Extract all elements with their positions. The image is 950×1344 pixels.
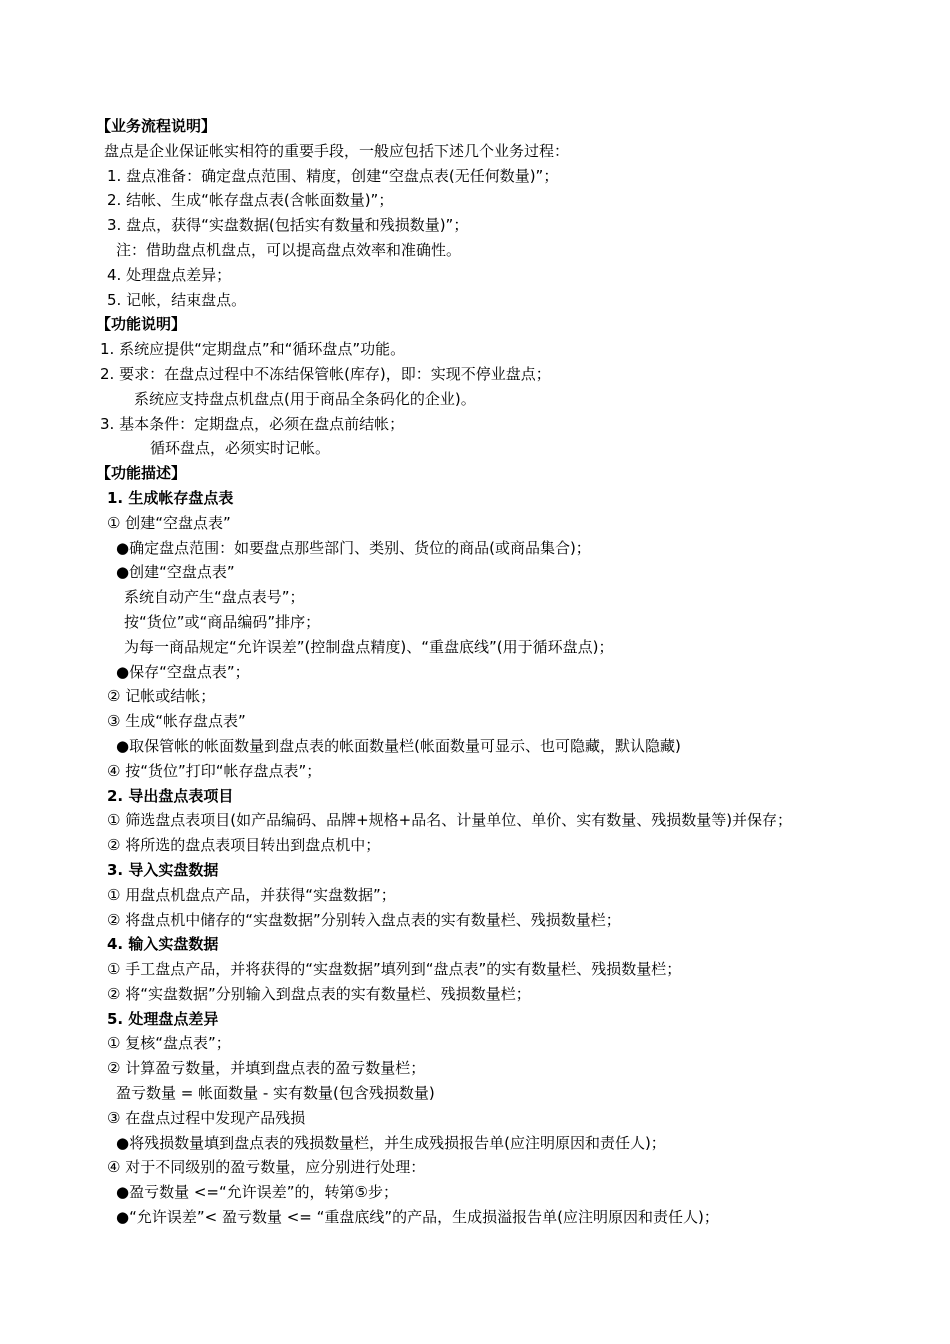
text-line: 2. 要求：在盘点过程中不冻结保管帐(库存)，即：实现不停业盘点； <box>100 364 551 383</box>
document-page <box>0 114 950 1230</box>
text-line: ●保存“空盘点表”； <box>116 662 250 681</box>
text-line: 循环盘点，必须实时记帐。 <box>150 439 331 458</box>
text-line: 为每一商品规定“允许误差”(控制盘点精度)、“重盘底线”(用于循环盘点)； <box>124 637 614 656</box>
section-heading: 5. 处理盘点差异 <box>107 1009 219 1028</box>
text-line: ●创建“空盘点表” <box>116 563 235 582</box>
text-line: ① 筛选盘点表项目(如产品编码、品牌+规格+品名、计量单位、单价、实有数量、残损数量等)并保存； <box>107 811 793 830</box>
section-heading: 3. 导入实盘数据 <box>107 860 219 879</box>
section-heading: 【业务流程说明】 <box>96 117 217 135</box>
text-line: 5. 记帐，结束盘点。 <box>107 290 247 309</box>
text-line: ① 创建“空盘点表” <box>107 513 231 532</box>
text-line: ① 复核“盘点表”； <box>107 1034 231 1053</box>
text-line: ④ 按“货位”打印“帐存盘点表”； <box>107 761 322 780</box>
text-line: ① 用盘点机盘点产品，并获得“实盘数据”； <box>107 885 396 904</box>
text-line: 注：借助盘点机盘点，可以提高盘点效率和准确性。 <box>116 240 462 259</box>
text-line: ④ 对于不同级别的盈亏数量，应分别进行处理： <box>107 1158 426 1177</box>
text-line: ③ 生成“帐存盘点表” <box>107 712 246 731</box>
section-heading: 4. 输入实盘数据 <box>107 935 219 954</box>
section-heading: 1. 生成帐存盘点表 <box>107 488 234 507</box>
text-line: 盈亏数量 = 帐面数量 - 实有数量(包含残损数量) <box>116 1084 435 1103</box>
section-heading: 2. 导出盘点表项目 <box>107 786 234 805</box>
text-line: 系统应支持盘点机盘点(用于商品全条码化的企业)。 <box>134 389 476 408</box>
text-line: 3. 盘点，获得“实盘数据(包括实有数量和残损数量)”； <box>107 216 469 235</box>
text-line: 3. 基本条件：定期盘点，必须在盘点前结帐； <box>100 414 405 433</box>
text-line: 按“货位”或“商品编码”排序； <box>124 612 321 631</box>
text-line: 1. 系统应提供“定期盘点”和“循环盘点”功能。 <box>100 340 406 359</box>
text-line: ① 手工盘点产品，并将获得的“实盘数据”填列到“盘点表”的实有数量栏、残损数量栏； <box>107 960 682 979</box>
text-line: ●确定盘点范围：如要盘点那些部门、类别、货位的商品(或商品集合)； <box>116 538 591 557</box>
text-line: ② 将盘点机中储存的“实盘数据”分别转入盘点表的实有数量栏、残损数量栏； <box>107 910 621 929</box>
text-line: ●取保管帐的帐面数量到盘点表的帐面数量栏(帐面数量可显示、也可隐藏，默认隐藏) <box>116 736 681 755</box>
text-line: 2. 结帐、生成“帐存盘点表(含帐面数量)”； <box>107 191 394 210</box>
text-line: ●将残损数量填到盘点表的残损数量栏，并生成残损报告单(应注明原因和责任人)； <box>116 1133 666 1152</box>
text-line: 盘点是企业保证帐实相符的重要手段，一般应包括下述几个业务过程： <box>104 141 570 160</box>
text-line: ③ 在盘点过程中发现产品残损 <box>107 1108 306 1127</box>
text-line: 4. 处理盘点差异； <box>107 265 232 284</box>
text-line: ●“允许误差”< 盈亏数量 <= “重盘底线”的产品，生成损溢报告单(应注明原因和责任人)； <box>116 1208 719 1227</box>
text-line: 1. 盘点准备：确定盘点范围、精度，创建“空盘点表(无任何数量)”； <box>107 166 559 185</box>
text-line: ② 将所选的盘点表项目转出到盘点机中； <box>107 836 381 855</box>
text-line: ② 计算盈亏数量，并填到盘点表的盈亏数量栏； <box>107 1059 426 1078</box>
text-line: 系统自动产生“盘点表号”； <box>124 588 305 607</box>
section-heading: 【功能说明】 <box>96 315 187 334</box>
text-line: ② 记帐或结帐； <box>107 687 216 706</box>
section-heading: 【功能描述】 <box>96 464 187 483</box>
text-line: ② 将“实盘数据”分别输入到盘点表的实有数量栏、残损数量栏； <box>107 984 531 1003</box>
text-line: ●盈亏数量 <=“允许误差”的，转第⑤步； <box>116 1183 398 1202</box>
